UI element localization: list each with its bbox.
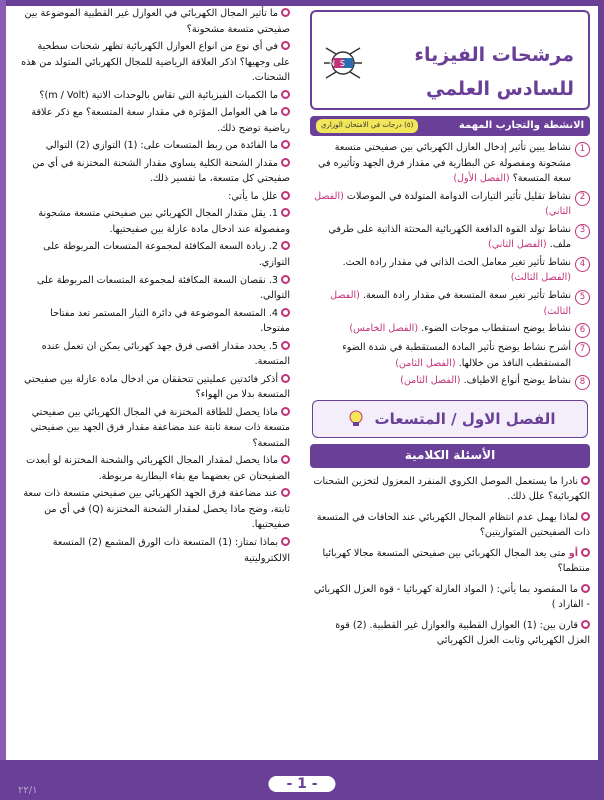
left-questions-list (20, 6, 290, 566)
question-text: عند مضاعفة فرق الجهد الكهربائي بين صفيحتي متسعة ذات سعة ثابتة، وضح ماذا يحصل لمقدار الشحنة المختزنة (Q) في أي من صفيحتيها. (23, 488, 290, 531)
lightbulb-icon (345, 408, 367, 430)
activity-text (310, 255, 571, 286)
activity-description: نشاط تقليل تأثير التيارات الدوامة المتولدة في الموصلات (346, 190, 571, 202)
bullet-icon (281, 158, 290, 167)
activity-item (310, 189, 590, 220)
question-text: ما المقصود بما يأتي: ( المواد العازلة كهربائيا - قوة العزل الكهربائي - الفاراد ) (313, 583, 590, 611)
activity-number: 7 (575, 342, 590, 357)
activities-section-bar (310, 116, 590, 136)
page-number: - 1 - (268, 776, 335, 792)
activity-item (310, 222, 590, 253)
activity-description: نشاط يبين تأثير إدخال العازل الكهربائي بين صفيحتي متسعة مشحونة ومفصولة عن البطارية في مقدار فرق الجهد وتأثيره في سعة المتسعة؟ (318, 142, 571, 185)
question-item (20, 206, 290, 237)
bullet-icon (281, 140, 290, 149)
activity-description: نشاط تأثير تغير سعة المتسعة في مقدار رادة السعة. (362, 289, 571, 301)
question-item (20, 306, 290, 337)
bullet-icon (281, 341, 290, 350)
question-item (310, 546, 590, 577)
question-text: 3. نقصان السعة المكافئة لمجموعة المتسعات المربوطة على التوالي. (36, 274, 290, 302)
activity-chapter: (الفصل الثالث) (510, 272, 571, 284)
activity-number: 4 (575, 257, 590, 272)
question-text: متى يعد المجال الكهربائي بين صفيحتي المتسعة مجالا كهربائيا منتظما؟ (322, 547, 590, 575)
question-text: 1. يقل مقدار المجال الكهربائي بين صفيحتي متسعة مشحونة ومفصولة عند ادخال مادة عازلة بين صفيحتيها. (38, 208, 290, 235)
header-box (310, 10, 590, 110)
bullet-icon (281, 241, 290, 250)
activity-text (310, 321, 571, 337)
question-item (20, 88, 290, 104)
question-text: ما الكميات الفيزيائية التي تقاس بالوحدات الاتية (m / Volt)؟ (39, 89, 278, 101)
question-item (20, 405, 290, 452)
bullet-icon (281, 275, 290, 284)
activity-text (310, 288, 571, 319)
bullet-icon (581, 620, 590, 629)
bullet-icon (581, 548, 590, 557)
activity-item (310, 373, 590, 390)
question-item (20, 239, 290, 270)
activity-chapter: (الفصل الخامس) (349, 323, 419, 335)
activity-chapter: (الفصل الأول) (453, 173, 510, 185)
questions-title-bar: الأسئلة الكلامية (310, 444, 590, 467)
activity-number: 3 (575, 224, 590, 239)
activity-number: 5 (575, 290, 590, 305)
bullet-icon (281, 308, 290, 317)
activity-item (310, 321, 590, 338)
question-item (310, 582, 590, 613)
question-item (310, 618, 590, 649)
activity-description: نشاط يوضح أنواع الاطياف. (463, 375, 571, 387)
magnet-logo-icon (318, 38, 368, 88)
right-column (310, 10, 590, 654)
question-item (20, 138, 290, 154)
bullet-icon (281, 8, 290, 17)
question-text: ما الفائدة من ربط المتسعات على: (1) التوازي (2) التوالي (45, 140, 278, 152)
question-text: ما تأثير المجال الكهربائي في العوازل غير القطبية الموضوعة بين صفيحتي متسعة مشحونة؟ (24, 8, 290, 35)
activity-description: نشاط يوضح استقطاب موجات الضوء. (421, 323, 571, 335)
left-column (20, 6, 290, 568)
bullet-icon (281, 90, 290, 99)
chapter-box (312, 400, 588, 438)
activity-text (310, 140, 571, 187)
question-text: 2. زيادة السعة المكافئة لمجموعة المتسعات المربوطة على التوازي. (43, 241, 290, 268)
right-questions-list (310, 474, 590, 649)
question-item (20, 156, 290, 187)
question-item (20, 273, 290, 304)
activity-number: 8 (575, 375, 590, 390)
question-text: أذكر فائدتين عمليتين تتحققان من ادخال مادة عازلة بين صفيحتي المتسعة بدلا من الهواء؟ (24, 373, 290, 401)
header-subtitle: للسادس العلمي (425, 78, 574, 100)
question-text: ماذا يحصل للطاقة المختزنة في المجال الكهربائي بين صفيحتي متسعة ذات سعة ثابتة عند مضاعفة مقدار فرق الجهد بين صفيحتي المتسعة؟ (30, 406, 290, 449)
activity-item (310, 255, 590, 286)
question-text: قارن بين: (1) العوازل القطبية والعوازل غير القطبية. (2) قوة العزل الكهربائي وثابت العزل الكهربائي (335, 619, 590, 647)
footer (0, 760, 604, 800)
or-label: أو (568, 547, 578, 559)
question-item (20, 105, 290, 136)
activity-number: 1 (575, 142, 590, 157)
question-text: علل ما يأتي: (228, 190, 278, 202)
bullet-icon (281, 537, 290, 546)
bullet-icon (281, 455, 290, 464)
bullet-icon (581, 512, 590, 521)
svg-text:N: N (329, 59, 335, 68)
bullet-icon (281, 374, 290, 383)
question-text: 4. المتسعة الموضوعة في دائرة التيار المستمر تعد مفتاحا مفتوحا. (50, 307, 290, 335)
question-item (20, 189, 290, 205)
question-text: بماذا تمتاز: (1) المتسعة ذات الورق المشمع (2) المتسعة الالكتروليتية (52, 537, 290, 564)
activity-text (310, 189, 571, 220)
section-tag: (٥) درجات في الامتحان الوزاري (316, 119, 418, 132)
question-text: 5. يحدد مقدار اقصى فرق جهد كهربائي يمكن ان تعمل عنده المتسعة. (41, 340, 290, 368)
frame-right (598, 0, 604, 800)
bullet-icon (281, 407, 290, 416)
bullet-icon (281, 41, 290, 50)
question-text: نادرا ما يستعمل الموصل الكروي المنفرد المعزول لتخزين الشحنات الكهربائية؟ علل ذلك. (313, 475, 590, 503)
question-item (20, 339, 290, 370)
activities-list (310, 140, 590, 390)
bullet-icon (581, 476, 590, 485)
question-item (310, 510, 590, 541)
question-item (20, 535, 290, 566)
activity-description: أشرح نشاط يوضح تأثير المادة المستقطبة في شدة الضوء المستقطب النافذ من خلالها. (342, 342, 571, 369)
question-item (20, 372, 290, 403)
page-code: ٢٢/١ (18, 785, 38, 796)
bullet-icon (581, 584, 590, 593)
header-title: مرشحات الفيزياء (414, 44, 574, 66)
svg-text:S: S (339, 59, 345, 68)
question-item (20, 486, 290, 533)
question-item (310, 474, 590, 505)
activity-description: نشاط تأثير تغير معامل الحث الذاتي في مقدار رادة الحث. (342, 256, 571, 268)
activity-text (310, 222, 571, 253)
activity-number: 2 (575, 191, 590, 206)
question-item (20, 453, 290, 484)
question-text: مقدار الشحنة الكلية يساوي مقدار الشحنة المختزنة في أي من صفيحتي كل متسعة، ما تفسير ذلك. (32, 157, 290, 185)
activity-item (310, 288, 590, 319)
bullet-icon (281, 107, 290, 116)
bullet-icon (281, 208, 290, 217)
question-item (20, 39, 290, 86)
question-item (20, 6, 290, 37)
frame-left (0, 0, 6, 800)
question-text: ماذا يحصل لمقدار المجال الكهربائي والشحنة المختزنة لو أبعدت الصفيحتان عن بعضهما مع بقاء البطارية مربوطة. (26, 455, 290, 482)
question-text: لماذا يهمل عدم انتظام المجال الكهربائي عند الحافات في المتسعة ذات الصفيحتين المتوازيتين؟ (316, 511, 590, 539)
activity-description: نشاط تولد القوة الدافعة الكهربائية المحتثة الذاتية على طرفي ملف. (328, 223, 571, 251)
chapter-title: الفصل الاول / المتسعات (374, 409, 556, 428)
activity-text (310, 373, 571, 389)
activity-chapter: (الفصل الثالث) (330, 289, 571, 317)
section-title: الانشطة والتجارب المهمة (458, 120, 584, 131)
question-text: في أي نوع من انواع العوازل الكهربائية تظهر شحنات سطحية على وجهيها؟ اذكر العلاقة الرياضية للمجال الكهربائي المتولد من هذه الشحنات. (21, 41, 290, 84)
question-text: ما هي العوامل المؤثرة في مقدار سعة المتسعة؟ مع ذكر علاقة رياضية توضح ذلك. (31, 107, 290, 134)
activity-text (310, 340, 571, 371)
activity-chapter: (الفصل الثامن) (395, 357, 456, 369)
activity-item (310, 340, 590, 371)
activity-number: 6 (575, 323, 590, 338)
activity-chapter: (الفصل الثاني) (314, 190, 571, 218)
bullet-icon (281, 488, 290, 497)
activity-chapter: (الفصل الثامن) (400, 375, 461, 387)
bullet-icon (281, 191, 290, 200)
activity-chapter: (الفصل الثاني) (488, 239, 547, 251)
activity-item (310, 140, 590, 187)
